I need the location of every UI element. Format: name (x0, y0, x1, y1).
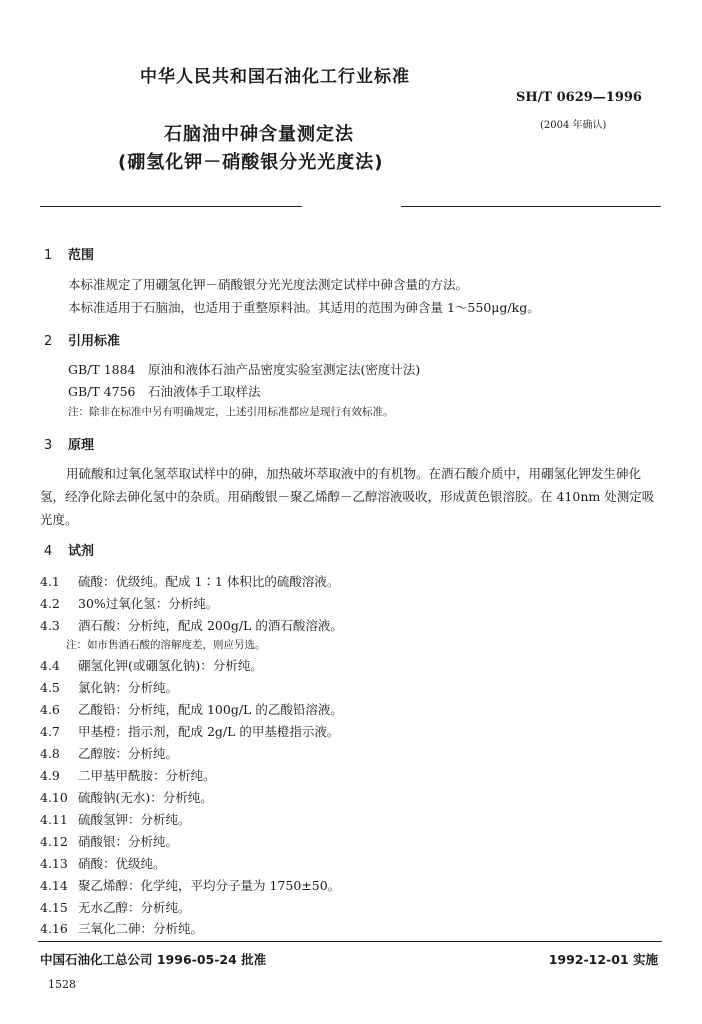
implementation-date: 1992-12-01 实施 (548, 952, 658, 967)
confirmation-note: (2004 年确认) (540, 120, 607, 131)
reagent-item (40, 788, 213, 806)
section-title: 原理 (68, 438, 95, 453)
reagent-text: 硼氢化钾(或硼氢化钠)：分析纯。 (78, 658, 263, 673)
reagent-text: 氯化钠：分析纯。 (78, 680, 179, 695)
section-title: 试剂 (68, 544, 95, 559)
section-4-heading (44, 540, 94, 559)
header-rule-left (40, 206, 302, 207)
reagent-number: 4.2 (40, 596, 60, 611)
page-number: 1528 (48, 978, 76, 991)
reagent-item (40, 810, 191, 828)
reagent-number: 4.15 (40, 900, 68, 915)
footer-rule (38, 941, 662, 942)
reagent-item (40, 766, 216, 784)
reagent-text: 无水乙醇：分析纯。 (78, 900, 191, 915)
reagent-number: 4.5 (40, 680, 60, 695)
reagent-4-3-note: 注：如市售酒石酸的溶解度差，则应另选。 (66, 639, 266, 651)
reagent-item (40, 832, 178, 850)
reagent-item (40, 854, 166, 872)
reagent-number: 4.10 (40, 790, 68, 805)
header-rule-right (401, 206, 661, 207)
reagent-item (40, 722, 339, 740)
reagent-text: 硫酸氢钾：分析纯。 (78, 812, 191, 827)
reagent-text: 硝酸银：分析纯。 (78, 834, 179, 849)
issuing-body-title: 中华人民共和国石油化工行业标准 (140, 67, 410, 87)
reagent-number: 4.9 (40, 768, 60, 783)
reagent-number: 4.16 (40, 921, 68, 936)
reagent-text: 聚乙烯醇：化学纯，平均分子量为 1750±50。 (78, 878, 341, 893)
reagent-text: 30%过氧化氢：分析纯。 (78, 596, 219, 611)
reagent-item (40, 656, 263, 674)
section-1-heading (44, 244, 94, 263)
reagent-number: 4.13 (40, 856, 68, 871)
section-3-heading (44, 434, 94, 453)
reagent-number: 4.1 (40, 574, 60, 589)
section-title: 范围 (68, 248, 95, 263)
reagent-item (40, 616, 343, 634)
section-1-para-2: 本标准适用于石脑油，也适用于重整原料油。其适用的范围为砷含量 1～550μg/kg。 (68, 300, 540, 315)
reagent-text: 酒石酸：分析纯，配成 200g/L 的酒石酸溶液。 (78, 618, 343, 633)
reagent-text: 硝酸：优级纯。 (78, 856, 166, 871)
reagent-text: 乙酸铅：分析纯，配成 100g/L 的乙酸铅溶液。 (78, 702, 343, 717)
reagent-item (40, 678, 178, 696)
reagent-number: 4.4 (40, 658, 60, 673)
document-title: 石脑油中砷含量测定法 (164, 124, 354, 145)
reagent-number: 4.14 (40, 878, 68, 893)
reagent-number: 4.11 (40, 812, 68, 827)
reference-gb-t-1884: GB/T 1884 原油和液体石油产品密度实验室测定法(密度计法) (68, 362, 421, 377)
approval-date: 中国石油化工总公司 1996-05-24 批准 (40, 952, 267, 967)
reagent-text: 乙醇胺：分析纯。 (78, 746, 179, 761)
reagent-number: 4.6 (40, 702, 60, 717)
section-number: 1 (44, 248, 53, 263)
reagent-text: 三氧化二砷：分析纯。 (78, 921, 204, 936)
section-2-note: 注：除非在标准中另有明确规定，上述引用标准都应是现行有效标准。 (68, 406, 394, 418)
reagent-text: 二甲基甲酰胺：分析纯。 (78, 768, 216, 783)
section-number: 2 (44, 334, 53, 349)
reagent-number: 4.3 (40, 618, 60, 633)
reagent-number: 4.8 (40, 746, 60, 761)
document-subtitle: (硼氢化钾－硝酸银分光光度法) (118, 152, 384, 173)
reagent-text: 甲基橙：指示剂，配成 2g/L 的甲基橙指示液。 (78, 724, 340, 739)
section-number: 3 (44, 438, 53, 453)
reference-gb-t-4756: GB/T 4756 石油液体手工取样法 (68, 384, 261, 399)
reagent-item (40, 744, 178, 762)
section-1-para-1: 本标准规定了用硼氢化钾－硝酸银分光光度法测定试样中砷含量的方法。 (68, 277, 469, 292)
standard-code: SH/T 0629—1996 (516, 90, 642, 105)
reagent-item (40, 919, 203, 937)
reagent-item (40, 876, 340, 894)
reagent-item (40, 594, 218, 612)
section-2-heading (44, 330, 120, 349)
reagent-number: 4.7 (40, 724, 60, 739)
reagent-text: 硫酸钠(无水)：分析纯。 (78, 790, 213, 805)
section-title: 引用标准 (68, 334, 121, 349)
reagent-item (40, 700, 343, 718)
reagent-number: 4.12 (40, 834, 68, 849)
section-number: 4 (44, 544, 53, 559)
reagent-item (40, 572, 339, 590)
section-3-paragraph: 用硫酸和过氧化氢萃取试样中的砷，加热破坏萃取液中的有机物。在酒石酸介质中，用硼氢化钾发生砷化氢，经净化除去砷化氢中的杂质。用硝酸银－聚乙烯醇－乙醇溶液吸收，形成黄色银溶胶。在 410nm 处测定吸光度。 (40, 466, 655, 527)
reagent-text: 硫酸：优级纯。配成 1∶1 体积比的硫酸溶液。 (78, 574, 340, 589)
reagent-item (40, 898, 191, 916)
